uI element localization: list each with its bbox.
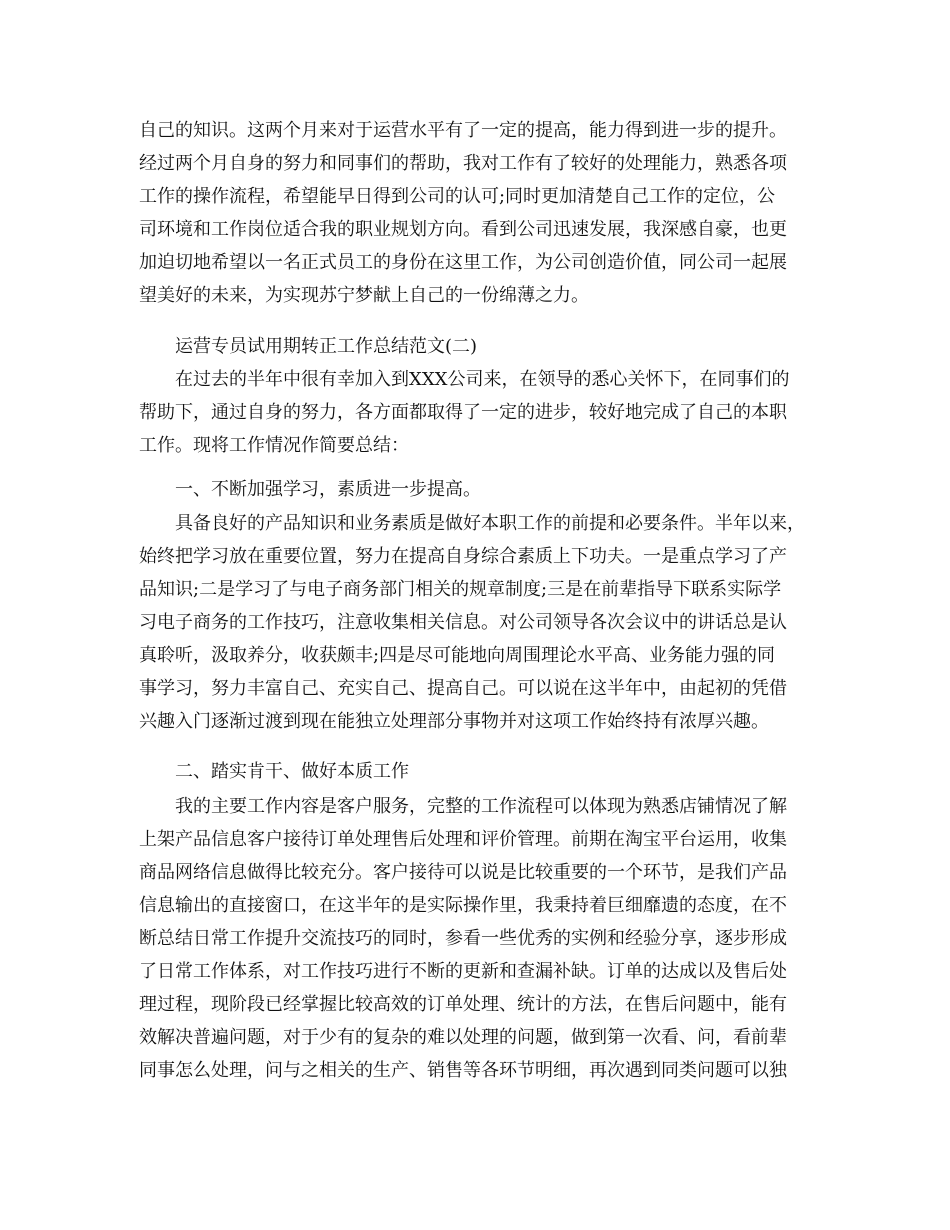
text-line: 理过程，现阶段已经掌握比较高效的订单处理、统计的方法，在售后问题中，能有 — [139, 994, 787, 1015]
text-line: 望美好的未来，为实现苏宁梦献上自己的一份绵薄之力。 — [139, 285, 589, 306]
text-line: 兴趣入门逐渐过渡到现在能独立处理部分事物并对这项工作始终持有浓厚兴趣。 — [139, 711, 769, 732]
paragraph-first-line: 在过去的半年中很有幸加入到XXX公司来，在领导的悉心关怀下，在同事们的 — [175, 369, 790, 390]
paragraph-first-line: 我的主要工作内容是客户服务，完整的工作流程可以体现为熟悉店铺情况了解 — [175, 796, 787, 817]
text-line: 工作。现将工作情况作简要总结： — [139, 435, 409, 456]
section-heading: 一、不断加强学习，素质进一步提高。 — [175, 479, 481, 500]
text-line: 加迫切地希望以一名正式员工的身份在这里工作，为公司创造价值，同公司一起展 — [139, 252, 787, 273]
text-line: 同事怎么处理，问与之相关的生产、销售等各环节明细，再次遇到同类问题可以独 — [139, 1060, 787, 1081]
text-line: 自己的知识。这两个月来对于运营水平有了一定的提高，能力得到进一步的提升。 — [139, 120, 787, 141]
text-line: 商品网络信息做得比较充分。客户接待可以说是比较重要的一个环节，是我们产品 — [139, 862, 787, 883]
text-line: 司环境和工作岗位适合我的职业规划方向。看到公司迅速发展，我深感自豪，也更 — [139, 219, 787, 240]
text-line: 了日常工作体系，对工作技巧进行不断的更新和查漏补缺。订单的达成以及售后处 — [139, 961, 787, 982]
text-line: 习电子商务的工作技巧，注意收集相关信息。对公司领导各次会议中的讲话总是认 — [139, 612, 787, 633]
text-line: 品知识;二是学习了与电子商务部门相关的规章制度;三是在前辈指导下联系实际学 — [139, 579, 782, 600]
text-line: 工作的操作流程，希望能早日得到公司的认可;同时更加清楚自己工作的定位，公 — [139, 186, 776, 207]
paragraph-first-line: 具备良好的产品知识和业务素质是做好本职工作的前提和必要条件。半年以来， — [175, 513, 805, 534]
section-title: 运营专员试用期转正工作总结范文(二) — [175, 336, 478, 357]
text-line: 事学习，努力丰富自己、充实自己、提高自己。可以说在这半年中，由起初的凭借 — [139, 678, 787, 699]
text-line: 上架产品信息客户接待订单处理售后处理和评价管理。前期在淘宝平台运用，收集 — [139, 829, 787, 850]
text-line: 效解决普遍问题，对于少有的复杂的难以处理的问题，做到第一次看、问，看前辈 — [139, 1027, 787, 1048]
text-line: 始终把学习放在重要位置，努力在提高自身综合素质上下功夫。一是重点学习了产 — [139, 546, 787, 567]
section-heading: 二、踏实肯干、做好本质工作 — [175, 761, 409, 782]
text-line: 经过两个月自身的努力和同事们的帮助，我对工作有了较好的处理能力，熟悉各项 — [139, 153, 787, 174]
text-line: 帮助下，通过自身的努力，各方面都取得了一定的进步，较好地完成了自己的本职 — [139, 402, 787, 423]
text-line: 断总结日常工作提升交流技巧的同时，参看一些优秀的实例和经验分享，逐步形成 — [139, 928, 787, 949]
text-line: 信息输出的直接窗口，在这半年的是实际操作里，我秉持着巨细靡遗的态度，在不 — [139, 895, 787, 916]
text-line: 真聆听，汲取养分，收获颇丰;四是尽可能地向周围理论水平高、业务能力强的同 — [139, 645, 776, 666]
